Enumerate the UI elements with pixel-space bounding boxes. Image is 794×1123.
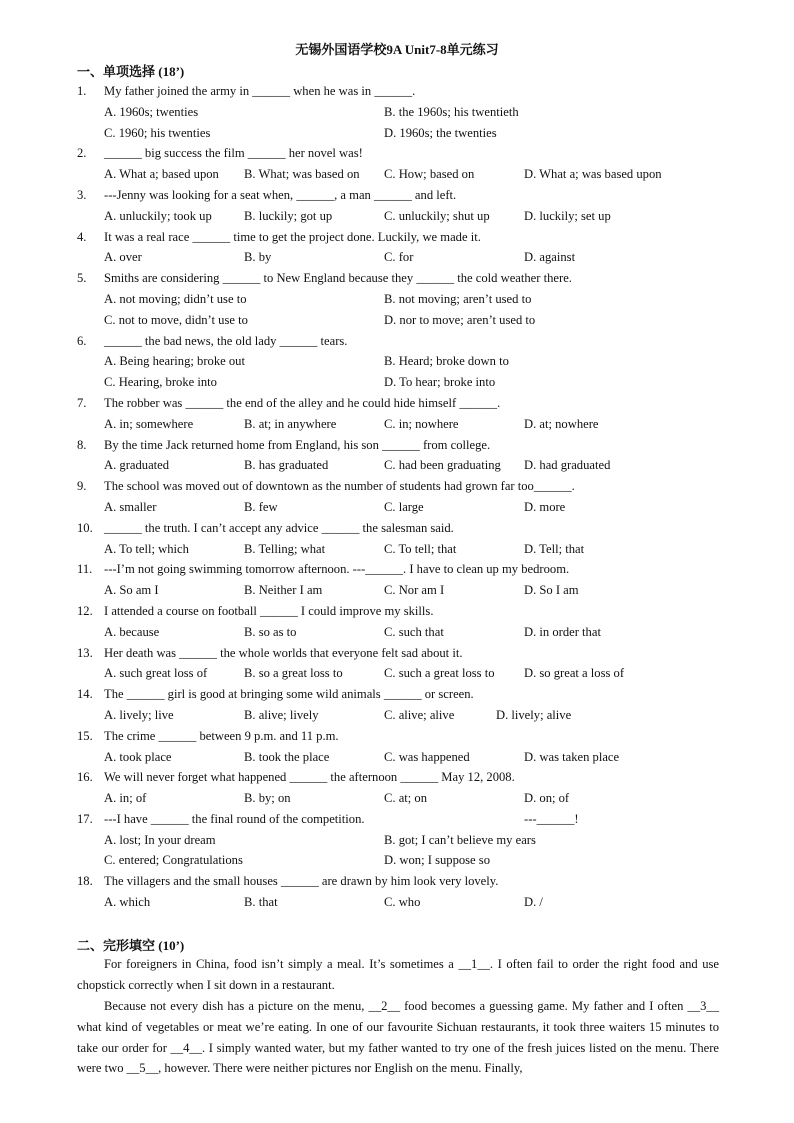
- option: C. To tell; that: [384, 541, 457, 556]
- question-line: [77, 227, 727, 248]
- option: B. has graduated: [244, 458, 329, 473]
- option: A. not moving; didn’t use to: [104, 291, 247, 306]
- question-stem: We will never forget what happened ______ the afternoon ______ May 12, 2008.: [104, 770, 515, 785]
- option: D. /: [524, 895, 543, 910]
- option-row: [77, 372, 727, 393]
- question-number: 12.: [77, 603, 93, 618]
- section-heading-cloze: 二、完形填空 (10’): [77, 938, 185, 953]
- question-stem: ______ the bad news, the old lady ______ tears.: [104, 333, 348, 348]
- option: B. by: [244, 250, 272, 265]
- question-number: 11.: [77, 562, 93, 577]
- option: C. at; on: [384, 791, 428, 806]
- option: C. was happened: [384, 749, 470, 764]
- cloze-paragraph: Because not every dish has a picture on the menu, __2__ food becomes a guessing game. My father and I often __3__ what kind of vegetables or meat we’re eating. In one of our favourite Sichuan restaurants, it took three waiters 15 minutes to take our order for __4__. I simply wanted water, but my father wanted to try one of the fresh juices listed on the menu. There were two __5__, however. There were neither pictures nor English on the menu. Finally,: [77, 999, 719, 1076]
- question-number: 4.: [77, 229, 87, 244]
- option: D. had graduated: [524, 458, 611, 473]
- option-row: [77, 747, 727, 768]
- option: A. unluckily; took up: [104, 208, 212, 223]
- question-line: [77, 185, 727, 206]
- question-number: 17.: [77, 811, 93, 826]
- option: D. 1960s; the twenties: [384, 125, 497, 140]
- option: B. not moving; aren’t used to: [384, 291, 532, 306]
- option: C. large: [384, 499, 424, 514]
- option: A. because: [104, 624, 160, 639]
- option-row: [77, 497, 727, 518]
- option: A. smaller: [104, 499, 157, 514]
- question-line: [77, 643, 727, 664]
- question-line: [77, 393, 727, 414]
- option: C. How; based on: [384, 167, 475, 182]
- cloze-paragraph: For foreigners in China, food isn’t simply a meal. It’s sometimes a __1__. I often fail to order the right food and use chopstick correctly when I sit down in a restaurant.: [77, 957, 719, 992]
- option: D. in order that: [524, 624, 601, 639]
- option: A. in; of: [104, 791, 147, 806]
- option: A. To tell; which: [104, 541, 189, 556]
- question-stem: ______ the truth. I can’t accept any advice ______ the salesman said.: [104, 520, 454, 535]
- option-row: [77, 788, 727, 809]
- question-line: [77, 809, 727, 830]
- question-line: [77, 767, 727, 788]
- question-stem: I attended a course on football ______ I could improve my skills.: [104, 603, 434, 618]
- question-number: 15.: [77, 728, 93, 743]
- question-number: 7.: [77, 395, 87, 410]
- option: B. Neither I am: [244, 583, 323, 598]
- option-row: [77, 539, 727, 560]
- question-stem: ---I have ______ the final round of the competition.: [104, 811, 365, 826]
- question-stem: ---Jenny was looking for a seat when, ______, a man ______ and left.: [104, 187, 457, 202]
- option-row: [77, 414, 727, 435]
- option-row: [77, 123, 727, 144]
- section-heading-multiple-choice: 一、单项选择 (18’): [77, 64, 185, 79]
- question-line: [77, 143, 727, 164]
- option: C. in; nowhere: [384, 416, 459, 431]
- option-row: [77, 289, 727, 310]
- option-row: [77, 247, 727, 268]
- option: C. not to move, didn’t use to: [104, 312, 248, 327]
- option: A. lost; In your dream: [104, 832, 216, 847]
- question-number: 6.: [77, 333, 87, 348]
- option-row: [77, 164, 727, 185]
- question-line: [77, 684, 727, 705]
- option-row: [77, 580, 727, 601]
- option: D. luckily; set up: [524, 208, 611, 223]
- option: C. unluckily; shut up: [384, 208, 490, 223]
- question-stem: The crime ______ between 9 p.m. and 11 p.m.: [104, 728, 339, 743]
- option: D. more: [524, 499, 566, 514]
- question-stem: ---I’m not going swimming tomorrow afternoon. ---______. I have to clean up my bedroom.: [104, 562, 570, 577]
- question-line: [77, 601, 727, 622]
- option: C. such a great loss to: [384, 666, 495, 681]
- option-row: [77, 351, 727, 372]
- question-line: [77, 518, 727, 539]
- question-line: [77, 331, 727, 352]
- option-row: [77, 102, 727, 123]
- question-stem: ______ big success the film ______ her novel was!: [104, 146, 363, 161]
- question-line: [77, 268, 727, 289]
- question-stem: My father joined the army in ______ when he was in ______.: [104, 84, 416, 98]
- option: A. What a; based upon: [104, 167, 219, 182]
- question-number: 16.: [77, 770, 93, 785]
- option-row: [77, 663, 727, 684]
- option-row: [77, 455, 727, 476]
- question-line: [77, 81, 727, 102]
- option: C. Nor am I: [384, 583, 445, 598]
- question-stem: By the time Jack returned home from England, his son ______ from college.: [104, 437, 491, 452]
- option: D. on; of: [524, 791, 570, 806]
- option: D. so great a loss of: [524, 666, 625, 681]
- option-row: [77, 830, 727, 851]
- question-stem-reply: ---______!: [524, 811, 579, 826]
- option: D. What a; was based upon: [524, 167, 662, 182]
- option: D. So I am: [524, 583, 579, 598]
- option-row: [77, 622, 727, 643]
- option: A. 1960s; twenties: [104, 104, 199, 119]
- question-stem: Her death was ______ the whole worlds that everyone felt sad about it.: [104, 645, 463, 660]
- question-number: 14.: [77, 687, 93, 702]
- option: C. entered; Congratulations: [104, 853, 243, 868]
- page-title: 无锡外国语学校9A Unit7-8单元练习: [295, 42, 499, 57]
- option-row: [77, 892, 727, 913]
- option-row: [77, 705, 727, 726]
- question-stem: The villagers and the small houses ______ are drawn by him look very lovely.: [104, 874, 499, 889]
- question-stem: The school was moved out of downtown as the number of students had grown far too______.: [104, 479, 575, 494]
- question-number: 3.: [77, 187, 87, 202]
- option: C. for: [384, 250, 414, 265]
- option: B. got; I can’t believe my ears: [384, 832, 536, 847]
- option: D. won; I suppose so: [384, 853, 490, 868]
- option: B. at; in anywhere: [244, 416, 337, 431]
- option: D. nor to move; aren’t used to: [384, 312, 536, 327]
- option: B. luckily; got up: [244, 208, 333, 223]
- option: B. What; was based on: [244, 167, 360, 182]
- option: C. such that: [384, 624, 444, 639]
- option: D. lively; alive: [496, 707, 572, 722]
- option: D. was taken place: [524, 749, 620, 764]
- question-line: [77, 559, 727, 580]
- question-line: [77, 871, 727, 892]
- option: A. such great loss of: [104, 666, 208, 681]
- option: A. graduated: [104, 458, 170, 473]
- question-stem: It was a real race ______ time to get the project done. Luckily, we made it.: [104, 229, 481, 244]
- option: A. which: [104, 895, 151, 910]
- option: B. so a great loss to: [244, 666, 343, 681]
- option: D. at; nowhere: [524, 416, 599, 431]
- option: D. Tell; that: [524, 541, 585, 556]
- question-list: [77, 81, 727, 913]
- question-line: [77, 435, 727, 456]
- option: A. over: [104, 250, 142, 265]
- option: B. so as to: [244, 624, 297, 639]
- question-number: 10.: [77, 520, 93, 535]
- question-number: 1.: [77, 84, 87, 98]
- option-row: [77, 310, 727, 331]
- question-number: 13.: [77, 645, 93, 660]
- option: C. Hearing, broke into: [104, 375, 217, 390]
- question-number: 2.: [77, 146, 87, 161]
- option: D. To hear; broke into: [384, 375, 496, 390]
- question-stem: The robber was ______ the end of the alley and he could hide himself ______.: [104, 395, 501, 410]
- question-line: [77, 476, 727, 497]
- question-stem: Smiths are considering ______ to New England because they ______ the cold weather there.: [104, 271, 572, 286]
- option: C. alive; alive: [384, 707, 455, 722]
- option: B. that: [244, 895, 278, 910]
- option: D. against: [524, 250, 576, 265]
- option: B. took the place: [244, 749, 330, 764]
- option: A. So am I: [104, 583, 159, 598]
- option: C. 1960; his twenties: [104, 125, 211, 140]
- question-number: 5.: [77, 271, 87, 286]
- question-number: 18.: [77, 874, 93, 889]
- option: C. who: [384, 895, 421, 910]
- option: C. had been graduating: [384, 458, 501, 473]
- option: A. took place: [104, 749, 172, 764]
- question-number: 8.: [77, 437, 87, 452]
- option: A. lively; live: [104, 707, 174, 722]
- option-row: [77, 206, 727, 227]
- question-line: [77, 726, 727, 747]
- option: B. the 1960s; his twentieth: [384, 104, 519, 119]
- option: B. by; on: [244, 791, 291, 806]
- question-stem: The ______ girl is good at bringing some wild animals ______ or screen.: [104, 687, 474, 702]
- option: B. Heard; broke down to: [384, 354, 509, 369]
- option-row: [77, 850, 727, 871]
- option: B. alive; lively: [244, 707, 319, 722]
- option: B. Telling; what: [244, 541, 326, 556]
- option: A. in; somewhere: [104, 416, 194, 431]
- option: A. Being hearing; broke out: [104, 354, 245, 369]
- option: B. few: [244, 499, 278, 514]
- question-number: 9.: [77, 479, 87, 494]
